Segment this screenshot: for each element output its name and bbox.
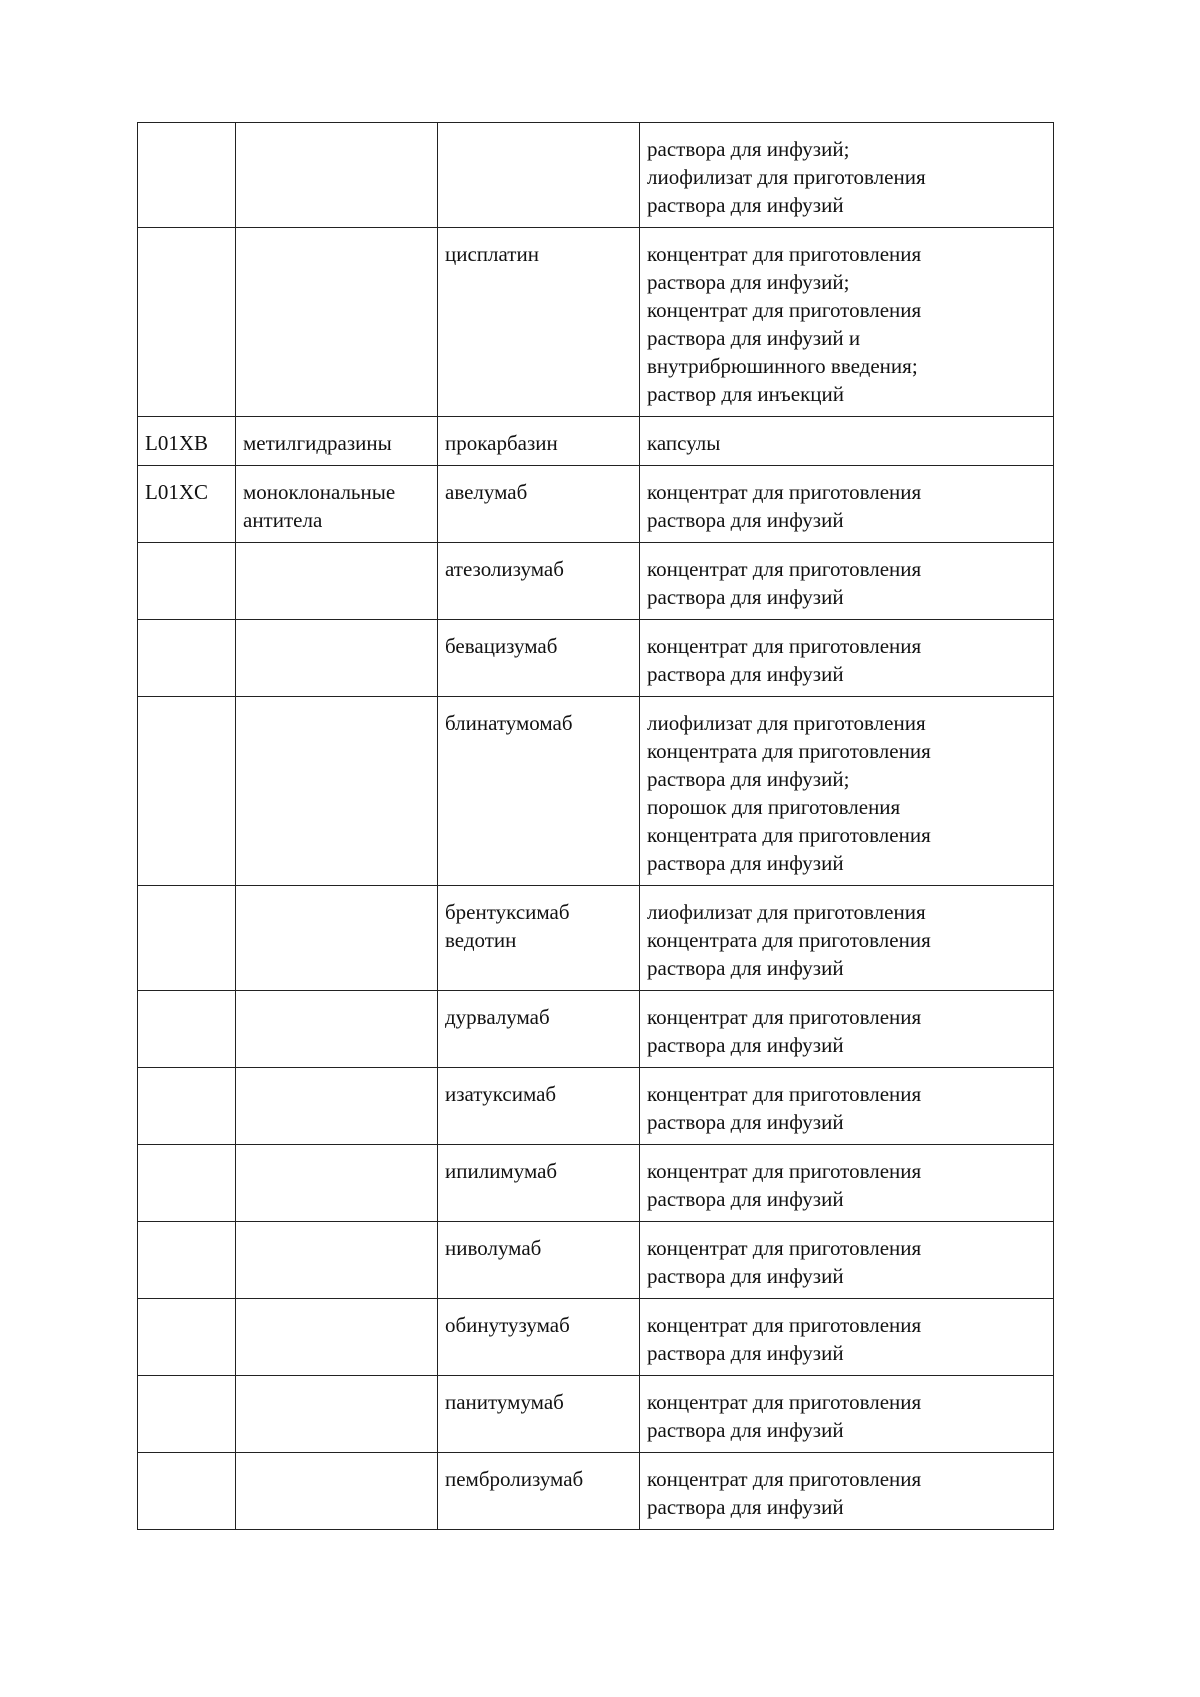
dosage-form-cell: концентрат для приготовления раствора для инфузий bbox=[640, 620, 1054, 697]
group-name-cell bbox=[236, 228, 438, 417]
table-body bbox=[138, 123, 1054, 1530]
atc-code-cell bbox=[138, 1068, 236, 1145]
group-name-cell bbox=[236, 1376, 438, 1453]
atc-code-cell bbox=[138, 697, 236, 886]
group-name-cell bbox=[236, 1222, 438, 1299]
dosage-form-cell: капсулы bbox=[640, 417, 1054, 466]
dosage-form-cell: лиофилизат для приготовления концентрата для приготовления раствора для инфузий; порошок для приготовления концентрата для приготовления раствора для инфузий bbox=[640, 697, 1054, 886]
table-row bbox=[138, 417, 1054, 466]
table-row bbox=[138, 1222, 1054, 1299]
drug-name-cell: дурвалумаб bbox=[438, 991, 640, 1068]
atc-code-cell bbox=[138, 1376, 236, 1453]
table-row bbox=[138, 1453, 1054, 1530]
table-row bbox=[138, 123, 1054, 228]
dosage-form-cell: лиофилизат для приготовления концентрата для приготовления раствора для инфузий bbox=[640, 886, 1054, 991]
table-row bbox=[138, 991, 1054, 1068]
drug-name-cell: обинутузумаб bbox=[438, 1299, 640, 1376]
dosage-form-cell: концентрат для приготовления раствора для инфузий bbox=[640, 1222, 1054, 1299]
drug-name-cell: бевацизумаб bbox=[438, 620, 640, 697]
group-name-cell bbox=[236, 1453, 438, 1530]
drug-name-cell: брентуксимаб ведотин bbox=[438, 886, 640, 991]
table-row bbox=[138, 543, 1054, 620]
table-row bbox=[138, 1376, 1054, 1453]
group-name-cell bbox=[236, 543, 438, 620]
drug-name-cell: прокарбазин bbox=[438, 417, 640, 466]
atc-code-cell: L01XB bbox=[138, 417, 236, 466]
table-row bbox=[138, 886, 1054, 991]
group-name-cell: моноклональные антитела bbox=[236, 466, 438, 543]
drug-name-cell: атезолизумаб bbox=[438, 543, 640, 620]
table-row bbox=[138, 466, 1054, 543]
atc-code-cell bbox=[138, 991, 236, 1068]
dosage-form-cell: концентрат для приготовления раствора для инфузий bbox=[640, 1145, 1054, 1222]
drug-name-cell: блинатумомаб bbox=[438, 697, 640, 886]
dosage-form-cell: концентрат для приготовления раствора для инфузий bbox=[640, 991, 1054, 1068]
drug-name-cell: пембролизумаб bbox=[438, 1453, 640, 1530]
table-row bbox=[138, 1145, 1054, 1222]
table-row bbox=[138, 1068, 1054, 1145]
group-name-cell bbox=[236, 886, 438, 991]
drug-name-cell: цисплатин bbox=[438, 228, 640, 417]
drug-name-cell: панитумумаб bbox=[438, 1376, 640, 1453]
drug-table bbox=[137, 122, 1054, 1530]
drug-name-cell: изатуксимаб bbox=[438, 1068, 640, 1145]
atc-code-cell bbox=[138, 886, 236, 991]
atc-code-cell bbox=[138, 1453, 236, 1530]
dosage-form-cell: концентрат для приготовления раствора для инфузий bbox=[640, 466, 1054, 543]
group-name-cell bbox=[236, 1068, 438, 1145]
atc-code-cell bbox=[138, 620, 236, 697]
table-row bbox=[138, 1299, 1054, 1376]
group-name-cell: метилгидразины bbox=[236, 417, 438, 466]
atc-code-cell bbox=[138, 1299, 236, 1376]
dosage-form-cell: раствора для инфузий; лиофилизат для приготовления раствора для инфузий bbox=[640, 123, 1054, 228]
dosage-form-cell: концентрат для приготовления раствора для инфузий bbox=[640, 1068, 1054, 1145]
atc-code-cell bbox=[138, 123, 236, 228]
group-name-cell bbox=[236, 620, 438, 697]
group-name-cell bbox=[236, 123, 438, 228]
drug-name-cell: ниволумаб bbox=[438, 1222, 640, 1299]
table-row bbox=[138, 697, 1054, 886]
dosage-form-cell: концентрат для приготовления раствора для инфузий bbox=[640, 543, 1054, 620]
group-name-cell bbox=[236, 1299, 438, 1376]
drug-name-cell: авелумаб bbox=[438, 466, 640, 543]
table-row bbox=[138, 228, 1054, 417]
group-name-cell bbox=[236, 991, 438, 1068]
drug-name-cell: ипилимумаб bbox=[438, 1145, 640, 1222]
dosage-form-cell: концентрат для приготовления раствора для инфузий bbox=[640, 1376, 1054, 1453]
atc-code-cell bbox=[138, 228, 236, 417]
atc-code-cell bbox=[138, 543, 236, 620]
drug-name-cell bbox=[438, 123, 640, 228]
atc-code-cell: L01XC bbox=[138, 466, 236, 543]
dosage-form-cell: концентрат для приготовления раствора для инфузий; концентрат для приготовления раствора для инфузий и внутрибрюшинного введения; раствор для инъекций bbox=[640, 228, 1054, 417]
atc-code-cell bbox=[138, 1145, 236, 1222]
dosage-form-cell: концентрат для приготовления раствора для инфузий bbox=[640, 1299, 1054, 1376]
table-row bbox=[138, 620, 1054, 697]
group-name-cell bbox=[236, 1145, 438, 1222]
dosage-form-cell: концентрат для приготовления раствора для инфузий bbox=[640, 1453, 1054, 1530]
group-name-cell bbox=[236, 697, 438, 886]
atc-code-cell bbox=[138, 1222, 236, 1299]
